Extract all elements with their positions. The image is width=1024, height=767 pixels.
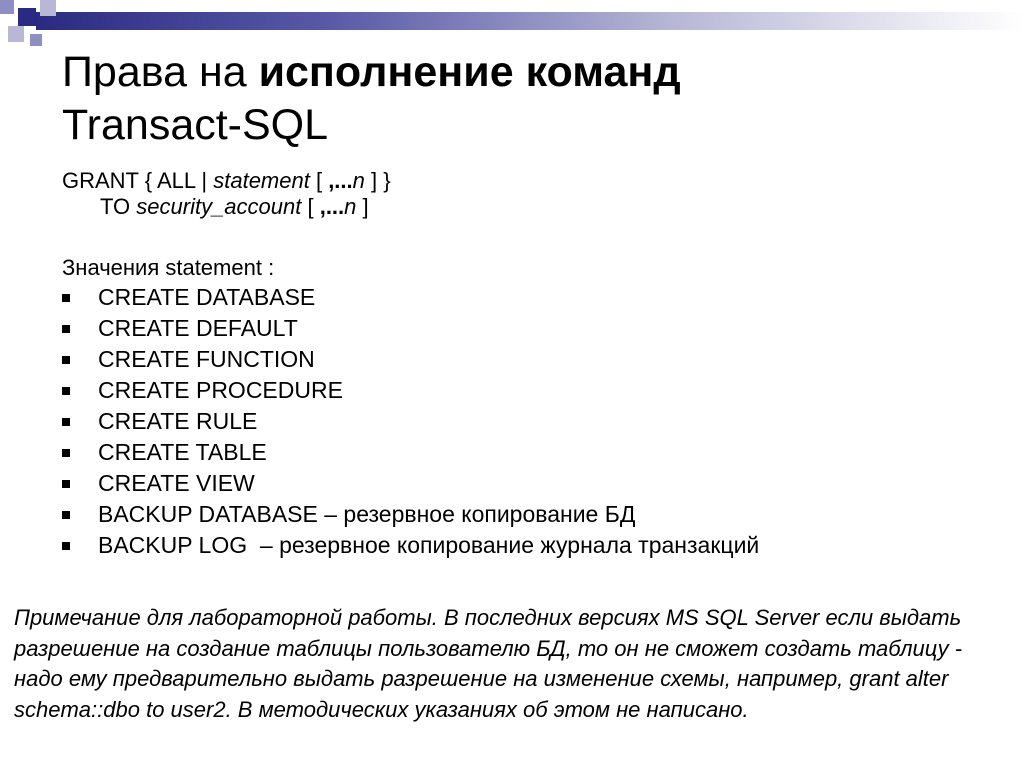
deco-square-2 [18,8,36,26]
values-label: Значения statement : [62,255,275,280]
bullet-icon [62,449,70,457]
deco-square-4 [8,26,24,42]
bullet-icon [62,325,70,333]
bullet-icon [62,511,70,519]
page-title [62,46,1002,152]
bullet-icon [62,356,70,364]
bullet-icon [62,418,70,426]
list-item: BACKUP DATABASE – резервное копирование БД [62,499,759,530]
bullet-icon [62,480,70,488]
syntax-line-1: GRANT { ALL | statement [ ,...n ] } [62,168,391,193]
title-line2: Transact-SQL [62,101,329,149]
syntax-line-2: TO security_account [ ,...n ] [100,194,369,219]
deco-square-3 [40,0,56,16]
bullet-icon [62,294,70,302]
grant-syntax [62,168,391,220]
statement-list [62,282,759,561]
list-item: CREATE VIEW [62,468,759,499]
list-item: CREATE PROCEDURE [62,375,759,406]
title-normal: Права на [62,48,259,96]
deco-square-1 [0,0,14,14]
deco-square-5 [30,34,42,46]
bullet-icon [62,542,70,550]
list-item: CREATE FUNCTION [62,344,759,375]
list-item: CREATE DATABASE [62,282,759,313]
list-item: CREATE RULE [62,406,759,437]
title-bold: исполнение команд [258,48,681,96]
lab-note: Примечание для лабораторной работы. В последних версиях MS SQL Server если выдать разрешение на создание таблицы пользователю БД, то он не сможет создать таблицу - надо ему предварительно выдать разрешение на изменение схемы, например, grant alter schema::dbo to user2. В методических указаниях об этом не написано. [14,605,963,722]
list-item: CREATE TABLE [62,437,759,468]
list-item: CREATE DEFAULT [62,313,759,344]
list-item: BACKUP LOG – резервное копирование журнала транзакций [62,530,759,561]
bullet-icon [62,387,70,395]
header-gradient-bar [36,12,1024,30]
